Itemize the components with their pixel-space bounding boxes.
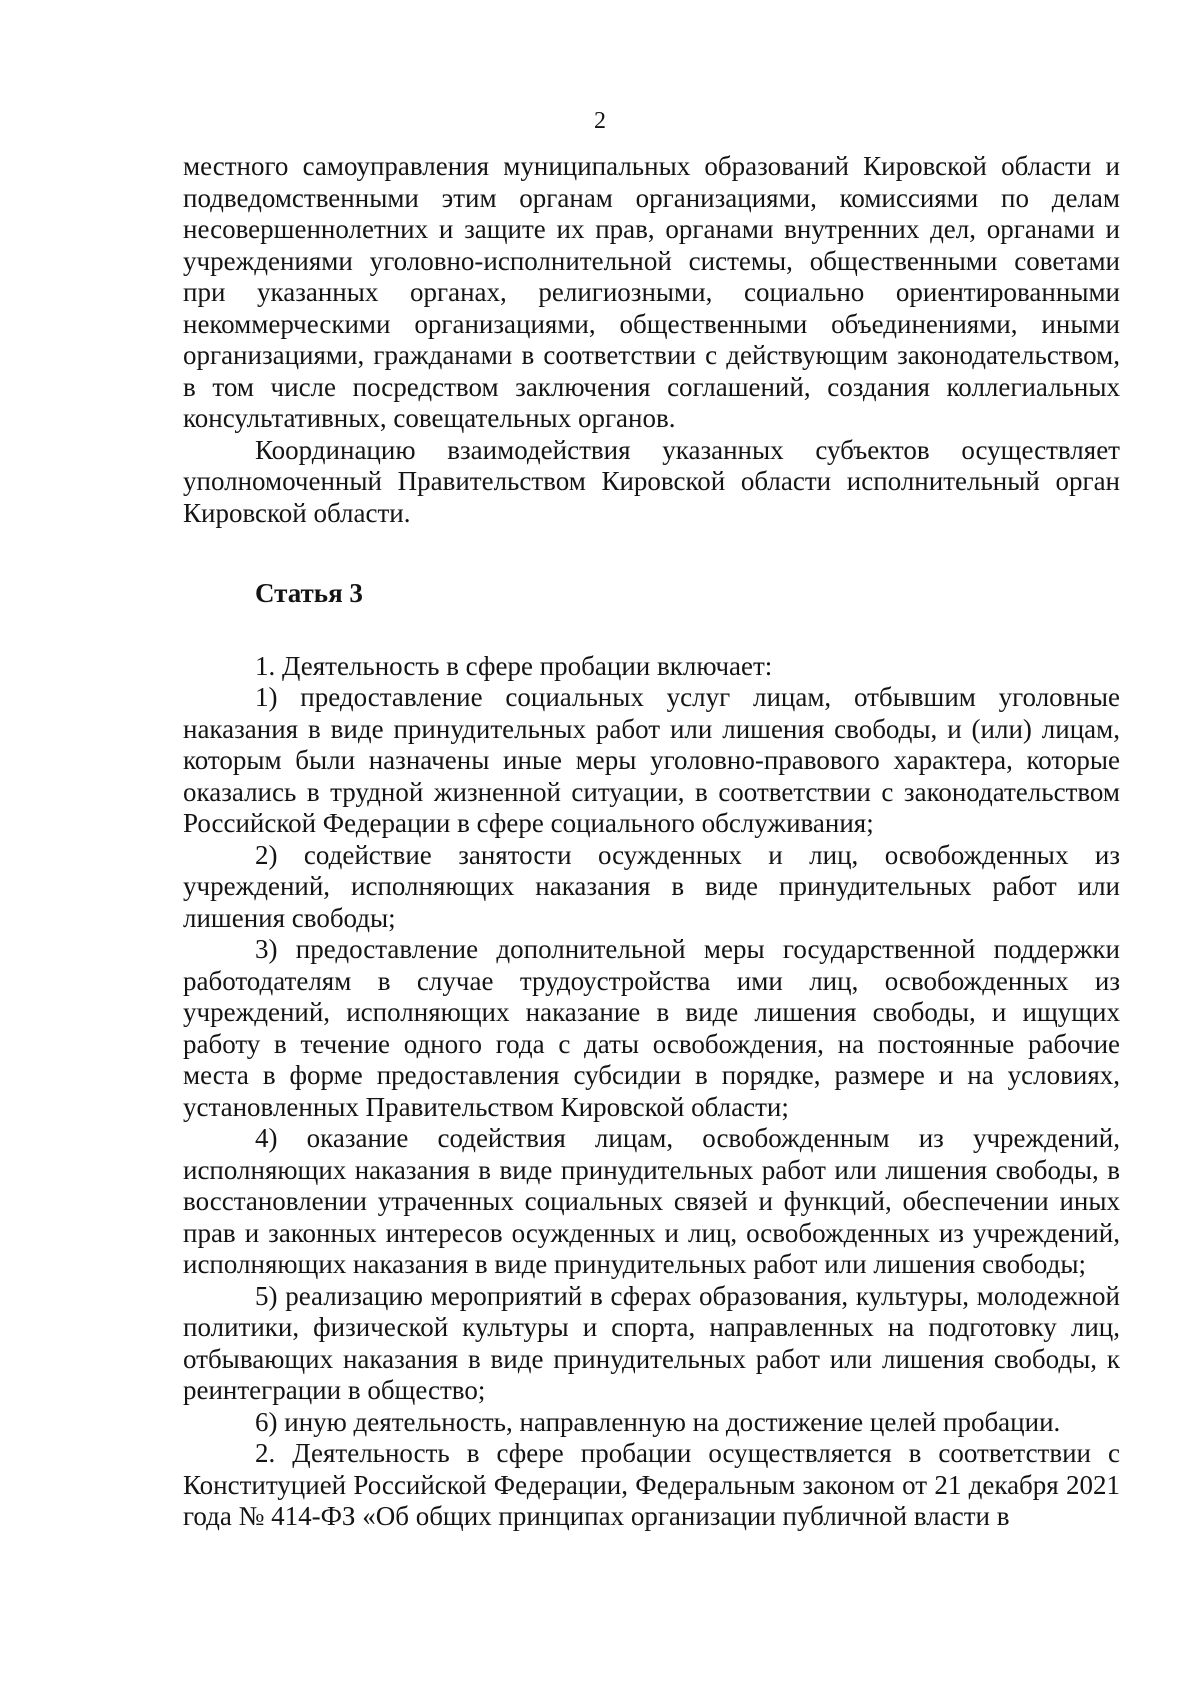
list-item: 5) реализацию мероприятий в сферах образования, культуры, молодежной политики, физической культуры и спорта, направленных на подготовку лиц, отбывающих наказания в виде принудительных работ или лишения свободы, к реинтеграции в общество; [183, 1280, 1120, 1405]
page-number: 2 [594, 108, 606, 134]
article-paragraph-2: 2. Деятельность в сфере пробации осуществляется в соответствии с Конституцией Российской Федерации, Федеральным законом от 21 декабря 2021 года № 414-ФЗ «Об общих принципах организации публичной власти в [183, 1438, 1120, 1531]
list-item: 4) оказание содействия лицам, освобожденным из учреждений, исполняющих наказания в виде принудительных работ или лишения свободы, в восстановлении утраченных социальных связей и функций, обеспечении иных прав и законных интересов осужденных и лиц, освобожденных из учреждений, исполняющих наказания в виде принудительных работ или лишения свободы; [183, 1123, 1120, 1279]
coordination-paragraph: Координацию взаимодействия указанных субъектов осуществляет уполномоченный Правительством Кировской области исполнительный орган Кировской области. [183, 434, 1120, 528]
article-paragraph-1-lead: 1. Деятельность в сфере пробации включает: [255, 650, 773, 681]
list-item: 2) содействие занятости осужденных и лиц, освобожденных из учреждений, исполняющих наказания в виде принудительных работ или лишения свободы; [183, 839, 1120, 933]
intro-paragraph: местного самоуправления муниципальных образований Кировской области и подведомственными этим органам организациями, комиссиями по делам несовершеннолетних и защите их прав, органами внутренних дел, органами и учреждениями уголовно-исполнительной системы, общественными советами при указанных органах, религиозными, социально ориентированными некоммерческими организациями, общественными объединениями, иными организациями, гражданами в соответствии с действующим законодательством, в том числе посредством заключения соглашений, создания коллегиальных консультативных, совещательных органов. [183, 151, 1120, 433]
document-body [183, 151, 1120, 1533]
list-item: 3) предоставление дополнительной меры государственной поддержки работодателям в случае трудоустройства ими лиц, освобожденных из учреждений, исполняющих наказание в виде лишения свободы, и ищущих работу в течение одного года с даты освобождения, на постоянные рабочие места в форме предоставления субсидии в порядке, размере и на условиях, установленных Правительством Кировской области; [183, 934, 1120, 1122]
list-item: 1) предоставление социальных услуг лицам, отбывшим уголовные наказания в виде принудительных работ или лишения свободы, и (или) лицам, которым были назначены иные меры уголовно-правового характера, которые оказались в трудной жизненной ситуации, в соответствии с законодательством Российской Федерации в сфере социального обслуживания; [183, 682, 1120, 838]
article-heading: Статья 3 [255, 578, 363, 608]
list-item: 6) иную деятельность, направленную на достижение целей пробации. [255, 1406, 1061, 1437]
